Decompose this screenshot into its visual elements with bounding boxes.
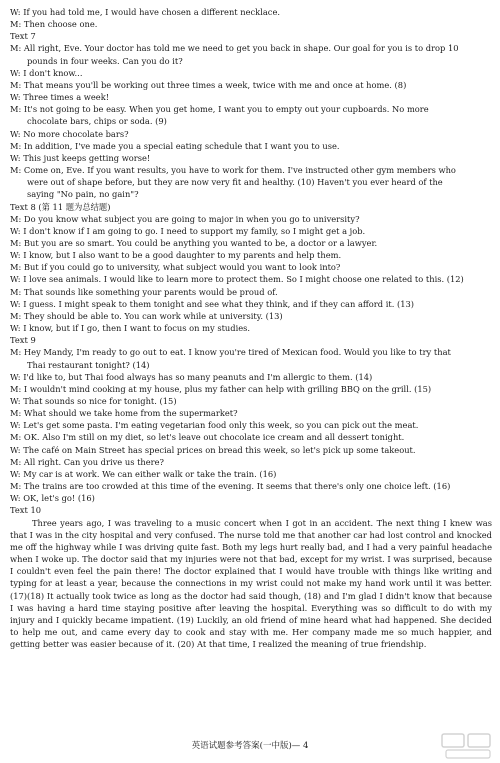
watermark-logo-icon [440, 732, 494, 760]
dialogue-continuation: pounds in four weeks. Can you do it? [27, 55, 183, 66]
dialogue-line: W: I know, but I also want to be a good daughter to my parents and help them. [10, 250, 342, 261]
dialogue-line: M: It's not going to be easy. When you get home, I want you to empty out your cupboards. No more [10, 104, 429, 115]
passage-paragraph: Three years ago, I was traveling to a music concert when I got in an accident. The next thing I knew was that I was in the city hospital and very confused. The nurse told me that another car had lost control and knocked me off the highway while I was driving quite fast. Both my legs hurt really bad, and I had a very painful headache when I woke up. The doctor said that my injuries were not that bad, except for my wrist. I was surprised, because I couldn't even feel the pain there! The doctor explained that I would have trouble with things like writing and typing for at least a year, because the connections in my wrist could not make my hand work until it was better. (17)(18) It actually took twice as long as the doctor had said though, (18) and I'm glad I didn't know that because I was having a hard time staying positive after leaving the hospital. Everything was so difficult to do with my injury and I quickly became impatient. (19) Luckily, an old friend of mine heard what had happened. She decided to help me out, and came every day to cook and stay with me. Her company made me so much happier, and getting better was easier because of it. (20) At that time, I realized the meaning of true friendship. [10, 517, 492, 650]
dialogue-line: W: OK, let's go! (16) [10, 493, 95, 504]
dialogue-line: M: But you are so smart. You could be anything you wanted to be, a doctor or a lawyer. [10, 237, 378, 248]
dialogue-line: W: That sounds so nice for tonight. (15) [10, 396, 177, 406]
dialogue-line: W: I'd like to, but Thai food always has so many peanuts and I'm allergic to them. (14) [10, 371, 373, 382]
dialogue-line: M: Then choose one. [10, 19, 98, 30]
dialogue-line: W: The café on Main Street has special prices on bread this week, so let's pick up some takeout. [10, 444, 416, 455]
dialogue-line: W: If you had told me, I would have chosen a different necklace. [10, 7, 280, 17]
page-footer: 英语试题参考答案(一中版)— 4 [191, 740, 309, 751]
dialogue-line: M: All right. Can you drive us there? [10, 456, 165, 467]
transcript-lines [10, 6, 492, 517]
dialogue-line: W: My car is at work. We can either walk or take the train. (16) [10, 468, 277, 479]
dialogue-line: M: In addition, I've made you a special eating schedule that I want you to use. [10, 140, 340, 151]
dialogue-continuation: chocolate bars, chips or soda. (9) [27, 116, 167, 127]
dialogue-continuation: saying "No pain, no gain"? [27, 189, 139, 200]
dialogue-line: M: All right, Eve. Your doctor has told me we need to get you back in shape. Our goal for you is to drop 10 [10, 43, 459, 54]
dialogue-line: W: This just keeps getting worse! [10, 152, 151, 163]
dialogue-line: M: But if you could go to university, what subject would you want to look into? [10, 262, 341, 273]
dialogue-line: W: Let's get some pasta. I'm eating vegetarian food only this week, so you can pick out the meat. [10, 420, 419, 431]
dialogue-line: M: I wouldn't mind cooking at my house, plus my father can help with grilling BBQ on the grill. (15) [10, 383, 432, 394]
dialogue-line: W: I don't know if I am going to go. I need to support my family, so I might get a job. [10, 225, 366, 236]
dialogue-line: M: What should we take home from the supermarket? [10, 408, 238, 419]
section-heading: Text 10 [10, 505, 42, 516]
dialogue-line: M: Hey Mandy, I'm ready to go out to eat. I know you're tired of Mexican food. Would you like to try that [10, 347, 451, 358]
dialogue-line: M: They should be able to. You can work while at university. (13) [10, 310, 283, 321]
dialogue-line: M: Come on, Eve. If you want results, you have to work for them. I've instructed other gym members who [10, 165, 456, 176]
dialogue-line: W: No more chocolate bars? [10, 128, 129, 139]
section-heading: Text 7 [10, 31, 36, 42]
dialogue-line: W: Three times a week! [10, 92, 110, 103]
dialogue-line: W: I guess. I might speak to them tonight and see what they think, and if they can afford it. (13) [10, 298, 415, 309]
dialogue-line: M: The trains are too crowded at this time of the evening. It seems that there's only one choice left. (16) [10, 481, 451, 492]
text10-passage [10, 517, 492, 651]
dialogue-line: W: I don't know... [10, 67, 83, 78]
dialogue-line: W: I love sea animals. I would like to learn more to protect them. So I might choose one related to this. (12) [10, 274, 464, 285]
dialogue-line: M: That sounds like something your parents would be proud of. [10, 286, 278, 297]
section-heading: Text 8 (第 11 题为总结题) [10, 201, 111, 212]
dialogue-line: M: OK. Also I'm still on my diet, so let's leave out chocolate ice cream and all dessert tonight. [10, 432, 405, 443]
dialogue-continuation: were out of shape before, but they are now very fit and healthy. (10) Haven't you ever heard of the [27, 177, 443, 188]
dialogue-line: W: I know, but if I go, then I want to focus on my studies. [10, 323, 251, 334]
dialogue-line: M: Do you know what subject you are going to major in when you go to university? [10, 213, 360, 224]
dialogue-line: M: That means you'll be working out three times a week, twice with me and once at home. (8) [10, 79, 407, 90]
dialogue-continuation: Thai restaurant tonight? (14) [27, 359, 150, 370]
section-heading: Text 9 [10, 335, 36, 346]
